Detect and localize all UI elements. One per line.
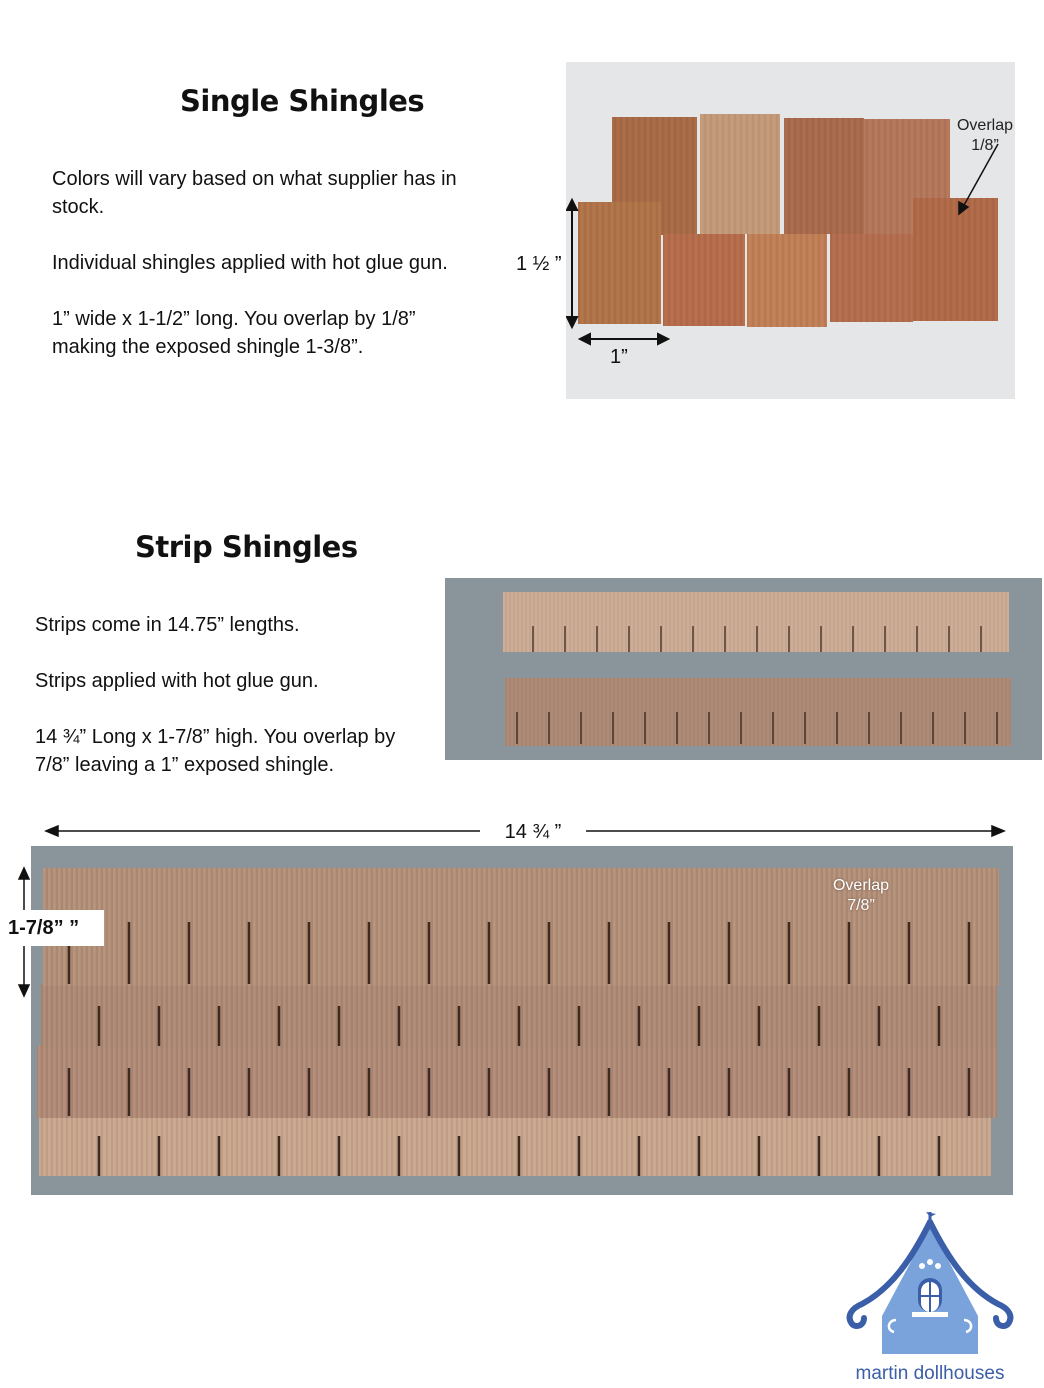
single-shingles-svg bbox=[566, 62, 1015, 399]
single-paragraph-size: 1” wide x 1-1/2” long. You overlap by 1/8” making the exposed shingle 1-3/8”. bbox=[52, 308, 416, 358]
strip-overlap-label: Overlap bbox=[832, 877, 890, 894]
single-width-label: 1” bbox=[610, 346, 628, 368]
strip-roof-photo bbox=[31, 846, 1013, 1195]
single-overlap-value: 1/8” bbox=[971, 137, 999, 154]
strip-paragraph-glue: Strips applied with hot glue gun. bbox=[35, 670, 319, 692]
strip-pair-svg bbox=[445, 578, 1042, 760]
roof-row-3 bbox=[37, 1046, 997, 1118]
house-logo-icon bbox=[842, 1208, 1018, 1358]
single-paragraph-glue: Individual shingles applied with hot glue gun. bbox=[52, 252, 448, 274]
strip-pair-photo bbox=[445, 578, 1042, 760]
strip-paragraph-size: 14 ¾” Long x 1-7/8” high. You overlap by 7/8” leaving a 1” exposed shingle. bbox=[35, 726, 396, 776]
logo-text: martin dollhouses bbox=[855, 1363, 1005, 1384]
single-paragraph-colors: Colors will vary based on what supplier has in stock. bbox=[52, 168, 457, 218]
strip-paragraph-length: Strips come in 14.75” lengths. bbox=[35, 614, 300, 636]
single-overlap-label: Overlap bbox=[956, 117, 1014, 134]
single-height-label: 1 ½ ” bbox=[516, 253, 562, 275]
strip-overlap-value: 7/8” bbox=[847, 897, 875, 914]
strip-length-label: 14 ¾ ” bbox=[480, 812, 586, 852]
strip-upper bbox=[503, 592, 1009, 652]
strip-shingles-title: Strip Shingles bbox=[135, 530, 358, 564]
roof-row-4 bbox=[39, 1116, 991, 1176]
single-shingles-photo bbox=[566, 62, 1015, 399]
strip-height-label: 1-7/8” ” bbox=[0, 910, 104, 946]
single-shingles-title: Single Shingles bbox=[180, 84, 425, 118]
strip-lower bbox=[505, 678, 1011, 746]
martin-dollhouses-logo bbox=[842, 1208, 1018, 1384]
